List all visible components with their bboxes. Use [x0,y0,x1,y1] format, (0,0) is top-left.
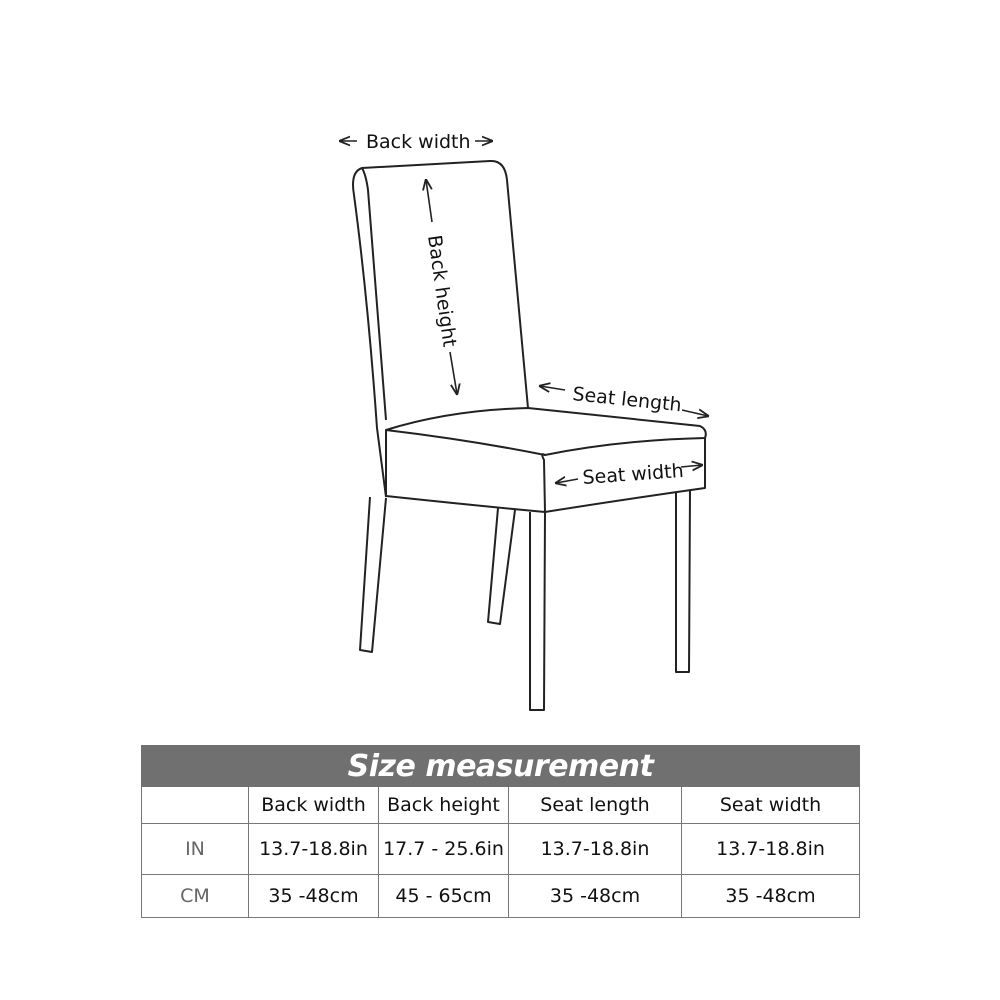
header-seat-width: Seat width [682,787,860,824]
table-row [142,824,860,875]
table-title-row [142,746,860,787]
seat-width-label: Seat width [581,459,685,489]
cell-value: 35 -48cm [509,875,682,918]
header-back-height: Back height [379,787,509,824]
chair-leg-front-left [530,512,545,710]
back-width-label: Back width [366,131,471,153]
chair-outline [353,161,706,710]
cell-value: 35 -48cm [682,875,860,918]
chair-leg-front-right [676,490,690,672]
unit-label: IN [142,824,249,875]
table-header-row [142,787,860,824]
size-table [141,745,860,918]
chair-seat-top [386,408,706,455]
chair-leg-back-right [488,508,515,624]
seat-width-arrow-left [556,479,578,483]
unit-label: CM [142,875,249,918]
header-seat-length: Seat length [509,787,682,824]
cell-value: 13.7-18.8in [682,824,860,875]
cell-value: 35 -48cm [249,875,379,918]
table-title: Size measurement [142,746,860,787]
header-back-width: Back width [249,787,379,824]
back-height-arrow-top [426,180,432,222]
cell-value: 13.7-18.8in [509,824,682,875]
back-height-label: Back height [423,233,461,349]
seat-length-arrow-left [540,386,565,390]
table-row [142,875,860,918]
seat-length-label: Seat length [571,383,683,417]
chair-seat-left [386,430,545,512]
seat-width-arrow-right [681,465,702,467]
chair-leg-back-left [360,497,386,652]
header-empty-cell [142,787,249,824]
cell-value: 17.7 - 25.6in [379,824,509,875]
cell-value: 45 - 65cm [379,875,509,918]
seat-length-arrow-right [682,410,708,416]
cell-value: 13.7-18.8in [249,824,379,875]
back-height-arrow-bottom [450,352,457,394]
